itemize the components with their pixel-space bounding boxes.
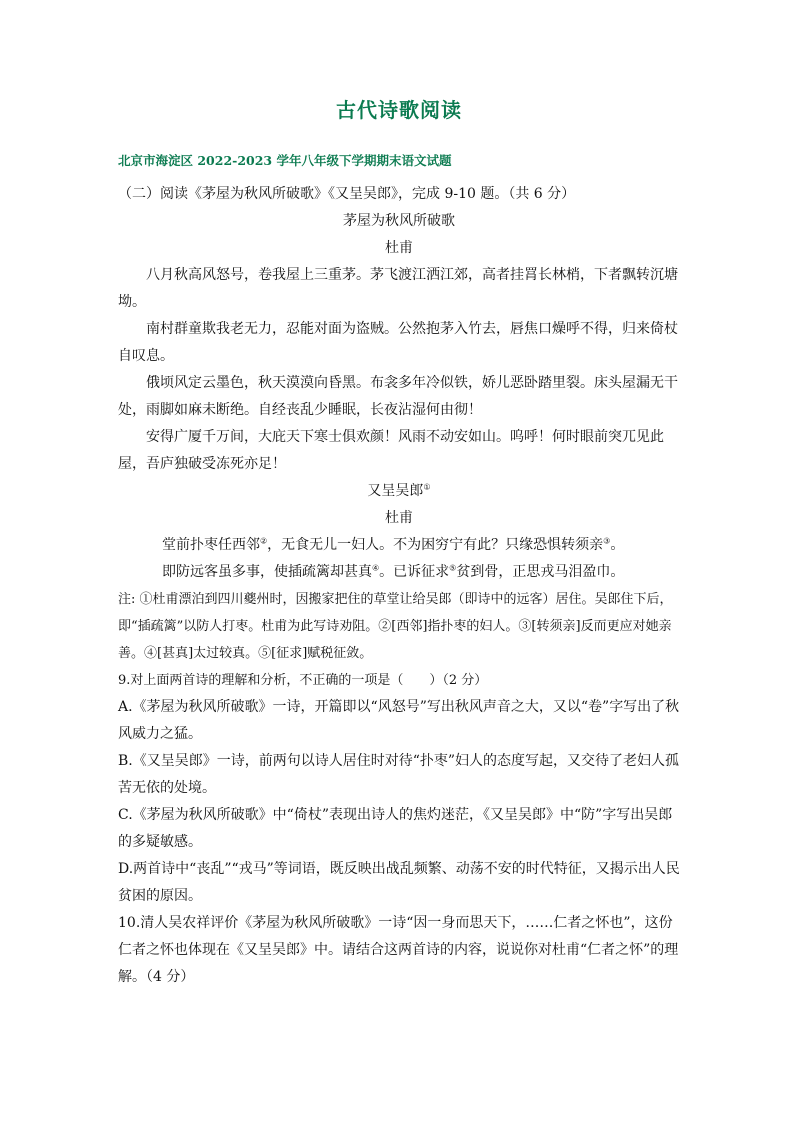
poem2-author: 杜甫 bbox=[385, 510, 413, 526]
poem2-title bbox=[118, 478, 680, 505]
exam-page bbox=[118, 88, 680, 991]
poem2-line-text: ，无食无儿一妇人。不为困穷宁有此？只缘恐惧转须亲 bbox=[267, 537, 604, 553]
question-9-stem: 9.对上面两首诗的理解和分析，不正确的一项是（ ）（2 分） bbox=[118, 673, 488, 688]
question-10: 10.清人吴农祥评价《茅屋为秋风所破歌》一诗“因一身而思天下，……仁者之怀也”，这份仁者之怀也体现在《又呈吴郎》中。请结合这两首诗的内容，说说你对杜甫“仁者之怀”的理解。（4 分） bbox=[118, 915, 679, 985]
footnote-marker: ① bbox=[423, 482, 431, 492]
page-title: 古代诗歌阅读 bbox=[336, 98, 462, 122]
poem2-line-text: 。 bbox=[610, 537, 625, 553]
poem1-stanza: 安得广厦千万间，大庇天下寒士俱欢颜！风雨不动安如山。呜呼！何时眼前突兀见此屋，吾庐独破受冻死亦足！ bbox=[118, 429, 664, 472]
footnote-marker: ② bbox=[260, 536, 268, 546]
poem2-line bbox=[118, 559, 680, 586]
poem2-line-text: 贫到骨，正思戎马泪盈巾。 bbox=[456, 564, 625, 580]
question-9-option-b: B.《又呈吴郎》一诗，前两句以诗人居住时对待“扑枣”妇人的态度写起，又交待了老妇人孤苦无依的处境。 bbox=[118, 753, 680, 796]
poem1-stanza: 俄顷风定云墨色，秋天漠漠向昏黑。布衾多年冷似铁，娇儿恶卧踏里裂。床头屋漏无干处，雨脚如麻未断绝。自经丧乱少睡眠，长夜沾湿何由彻！ bbox=[118, 375, 678, 418]
poem2-title-text: 又呈吴郎 bbox=[367, 483, 424, 499]
poem2-line bbox=[118, 532, 680, 559]
footnote-marker: ③ bbox=[603, 536, 611, 546]
footnote-marker: ⑤ bbox=[449, 563, 457, 573]
poem1-title: 茅屋为秋风所破歌 bbox=[343, 213, 455, 229]
question-9-option-c: C.《茅屋为秋风所破歌》中“倚杖”表现出诗人的焦灼迷茫，《又呈吴郎》中“防”字写出吴郎的多疑敏感。 bbox=[118, 807, 673, 850]
poem2-line-text: 堂前扑枣任西邻 bbox=[162, 537, 260, 553]
poem1-stanza: 南村群童欺我老无力，忍能对面为盗贼。公然抱茅入竹去，唇焦口燥呼不得，归来倚杖自叹息。 bbox=[118, 321, 678, 364]
instruction: （二）阅读《茅屋为秋风所破歌》《又呈吴郎》，完成 9-10 题。（共 6 分） bbox=[118, 186, 576, 202]
poem2-line-text: 。已诉征求 bbox=[379, 564, 450, 580]
poem1-stanza: 八月秋高风怒号，卷我屋上三重茅。茅飞渡江洒江郊，高者挂罥长林梢，下者飘转沉塘坳。 bbox=[118, 267, 678, 310]
poem2-line-text: 即防远客虽多事，使插疏篱却甚真 bbox=[162, 564, 372, 580]
footnote: 注: ①杜甫漂泊到四川夔州时，因搬家把住的草堂让给吴郎（即诗中的远客）居住。吴郎住下后，即“插疏篱”以防人打枣。杜甫为此写诗劝阻。②[西邻]指扑枣的妇人。③[转须亲]反而更应对她亲善。④[甚真]太过较真。⑤[征求]赋税征敛。 bbox=[118, 592, 673, 661]
exam-source: 北京市海淀区 2022-2023 学年八年级下学期期末语文试题 bbox=[118, 153, 452, 168]
question-9-option-a: A.《茅屋为秋风所破歌》一诗，开篇即以“风怒号”写出秋风声音之大，又以“卷”字写出了秋风威力之猛。 bbox=[118, 699, 680, 742]
question-9-option-d: D.两首诗中“丧乱”“戎马”等词语，既反映出战乱频繁、动荡不安的时代特征，又揭示出人民贫困的原因。 bbox=[118, 861, 680, 904]
poem1-author: 杜甫 bbox=[385, 240, 413, 256]
footnote-marker: ④ bbox=[372, 563, 380, 573]
